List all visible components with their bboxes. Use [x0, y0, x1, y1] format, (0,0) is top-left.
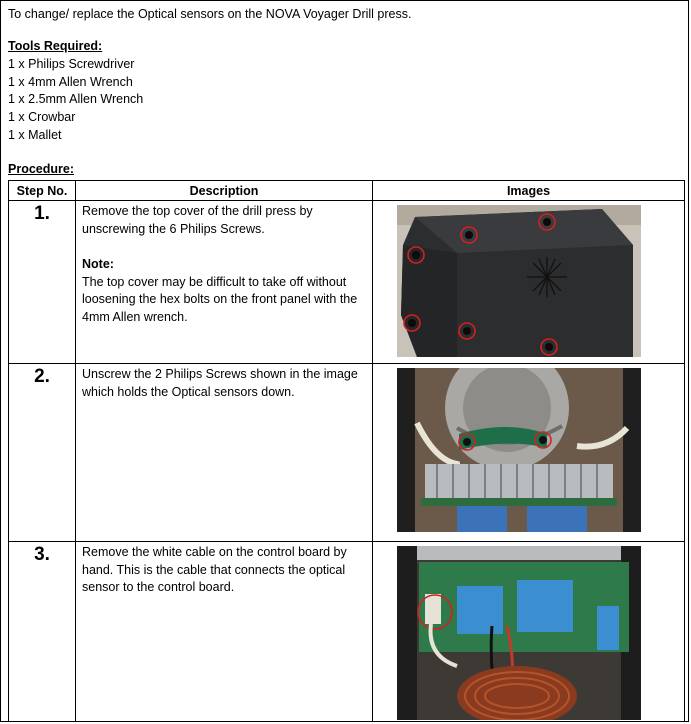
optical-sensor-board-photo [397, 368, 641, 532]
note-label: Note: [82, 257, 114, 272]
step-image-cell [373, 542, 685, 722]
step-text: Remove the top cover of the drill press by unscrewing the 6 Philips Screws. [82, 204, 313, 236]
drill-press-top-cover-photo [397, 205, 641, 357]
document-title: To change/ replace the Optical sensors on the NOVA Voyager Drill press. [8, 7, 412, 21]
step-number: 1. [9, 201, 76, 364]
procedure-table [8, 180, 685, 722]
column-header-description: Description [76, 181, 373, 201]
step-text: Unscrew the 2 Philips Screws shown in the image which holds the Optical sensors down. [82, 367, 358, 399]
table-row [9, 364, 685, 542]
tool-item: 1 x 2.5mm Allen Wrench [8, 92, 144, 107]
tool-item: 1 x Mallet [8, 127, 62, 142]
tools-section [8, 38, 143, 145]
note-text: The top cover may be difficult to take off without loosening the hex bolts on the front panel with the 4mm Allen wrench. [82, 274, 358, 324]
step-description [76, 201, 373, 364]
column-header-images: Images [373, 181, 685, 201]
table-header-row [9, 181, 685, 201]
procedure-heading: Procedure: [8, 162, 74, 176]
tool-item: 1 x 4mm Allen Wrench [8, 74, 133, 89]
table-row [9, 542, 685, 722]
step-text: Remove the white cable on the control board by hand. This is the cable that connects the optical sensor to the control board. [82, 545, 347, 595]
step-description [76, 542, 373, 722]
step-image-cell [373, 364, 685, 542]
step-description [76, 364, 373, 542]
step-image-cell [373, 201, 685, 364]
tools-heading: Tools Required: [8, 39, 103, 53]
step-number: 3. [9, 542, 76, 722]
step-number: 2. [9, 364, 76, 542]
column-header-step: Step No. [9, 181, 76, 201]
control-board-cable-photo [397, 546, 641, 720]
tool-item: 1 x Crowbar [8, 110, 76, 125]
table-row [9, 201, 685, 364]
tool-item: 1 x Philips Screwdriver [8, 56, 135, 71]
